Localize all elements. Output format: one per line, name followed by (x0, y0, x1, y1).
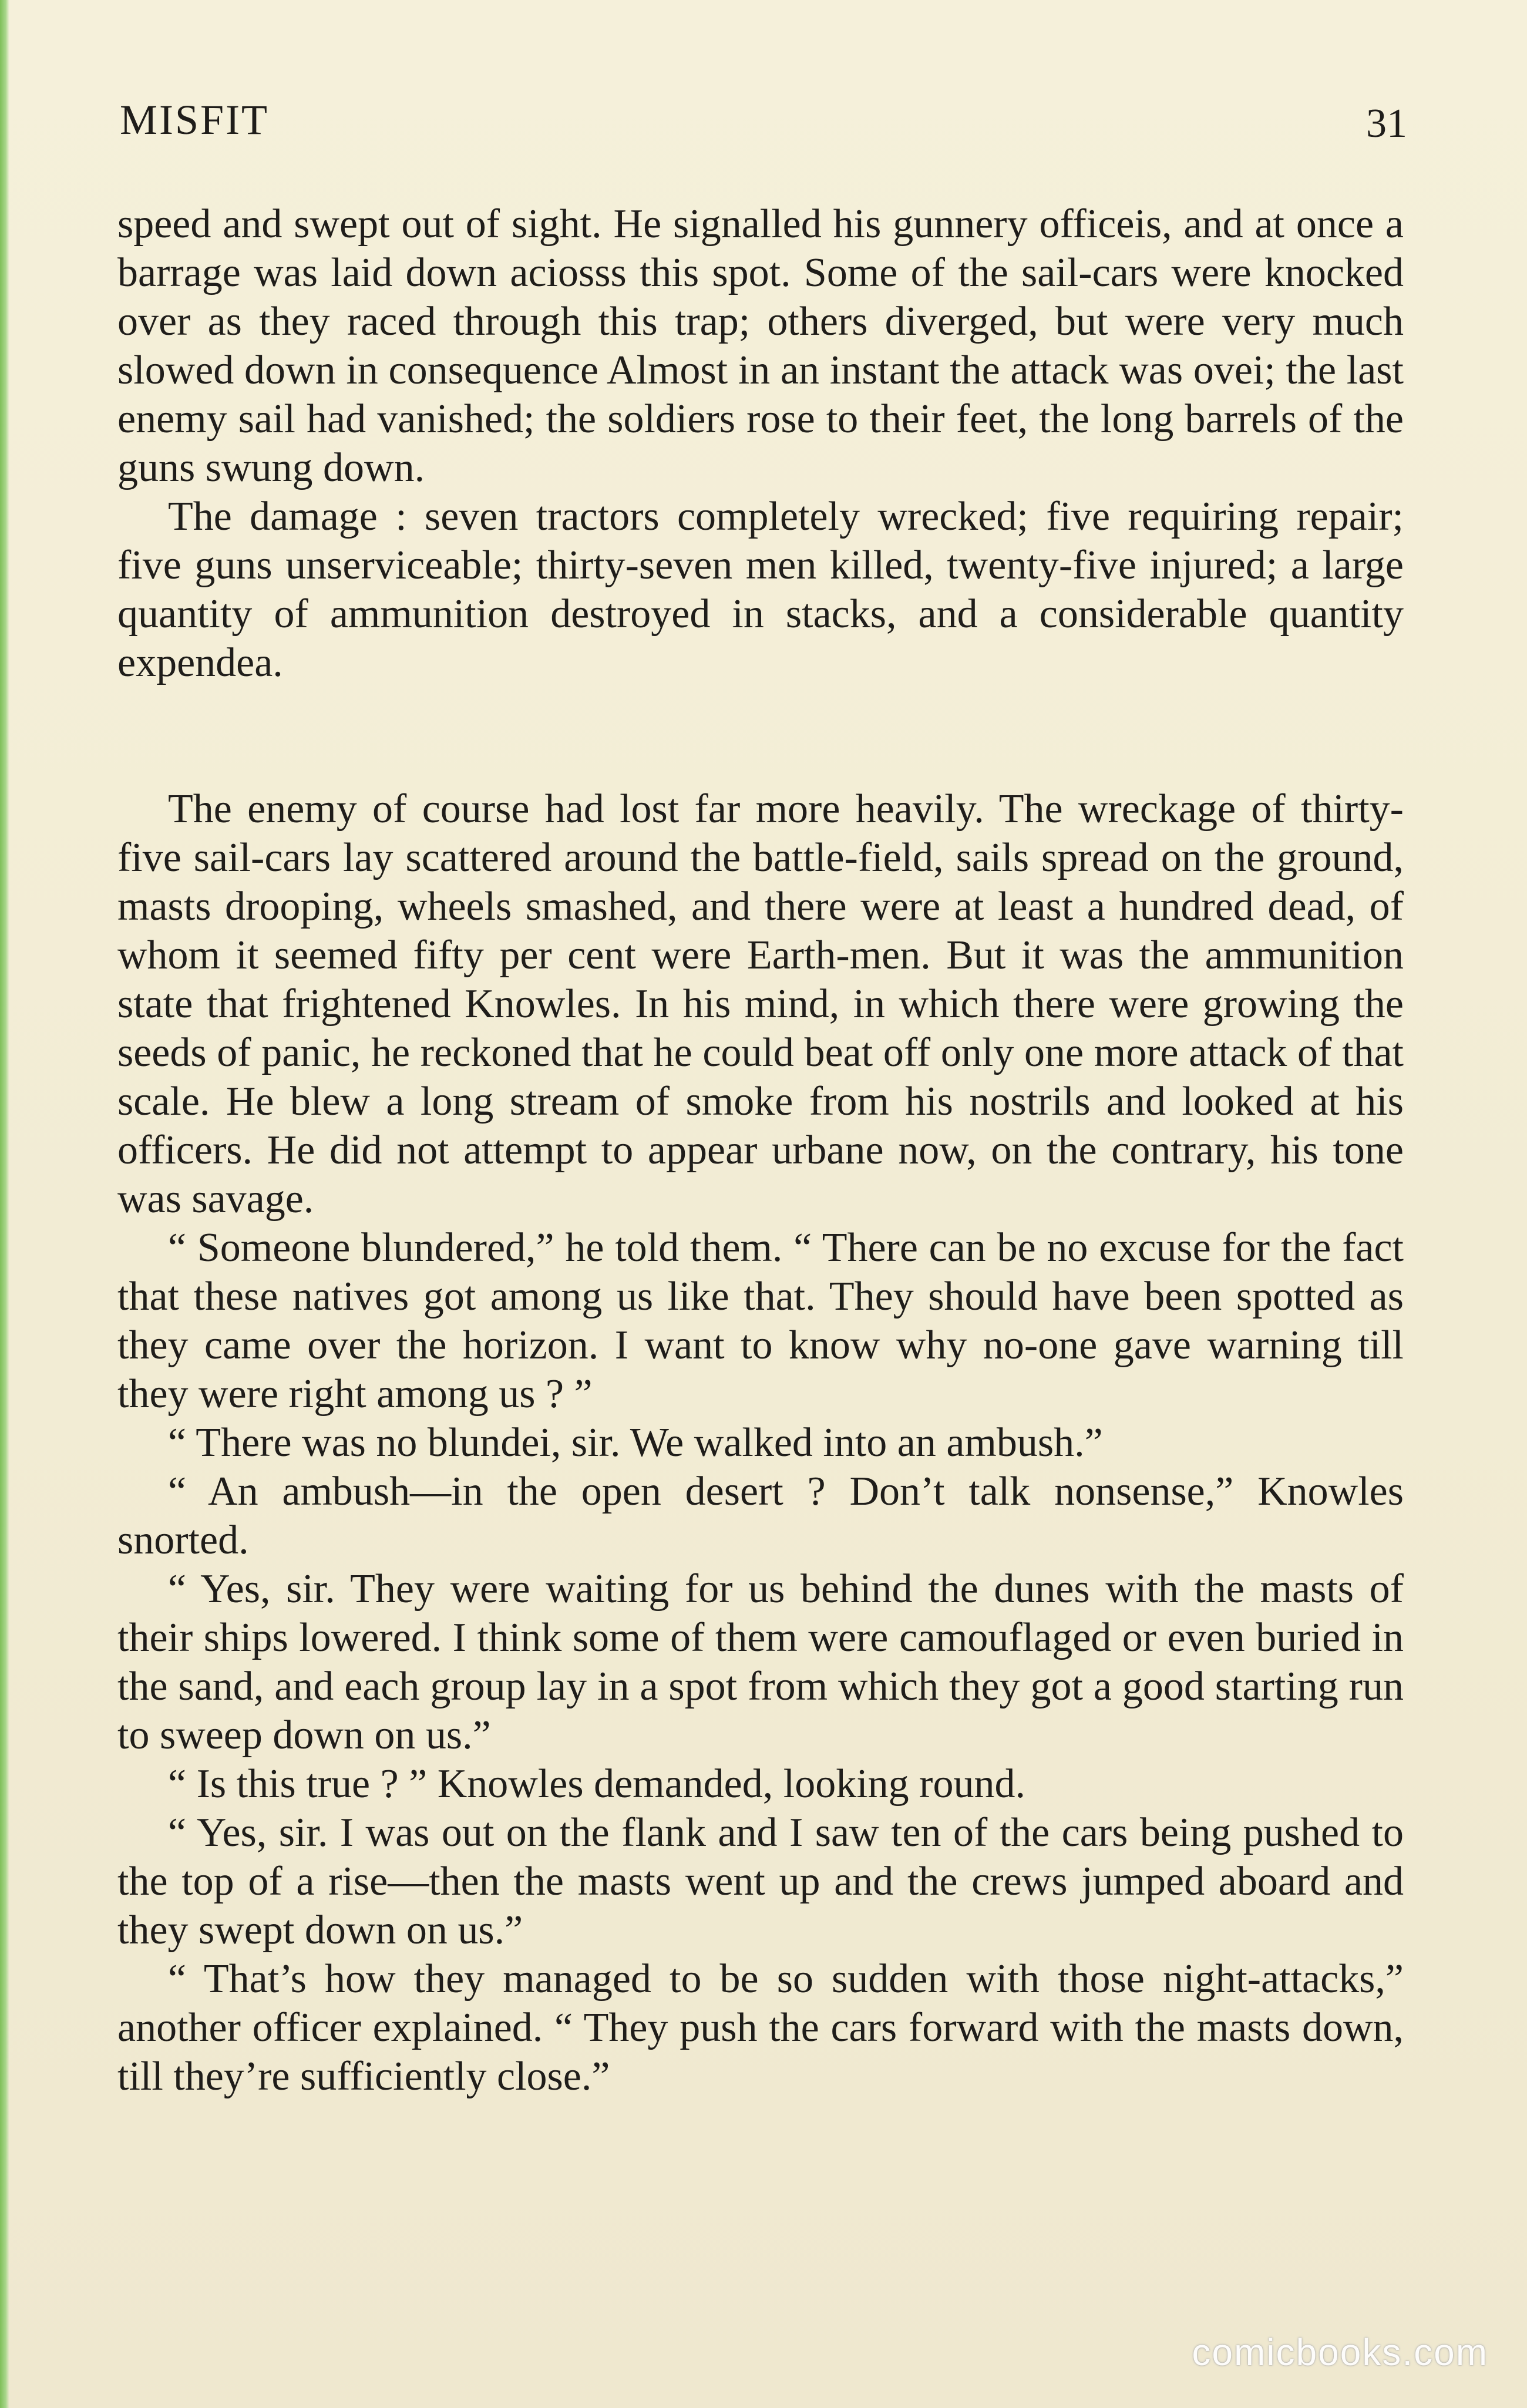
paragraph: The damage : seven tractors completely wrecked; five requiring repair; five guns unserviceable; thirty-seven men killed, twenty-five injured; a large quantity of ammunition destroyed in stacks, and a considerable quantity expendea. (117, 494, 1404, 685)
paragraph: “ That’s how they managed to be so sudden with those night-attacks,” another officer explained. “ They push the cars forward with the masts down, till they’re sufficiently close.” (117, 1956, 1404, 2099)
paragraph: speed and swept out of sight. He signalled his gunnery officeis, and at once a barrage was laid down aciosss this spot. Some of the sail-cars were knocked over as they raced through this trap; others diverged, but were very much slowed down in consequence Almost in an instant the attack was ovei; the last enemy sail had vanished; the soldiers rose to their feet, the long barrels of the guns swung down. (117, 201, 1404, 490)
paragraph: “ Is this true ? ” Knowles demanded, looking round. (168, 1761, 1025, 1807)
page-edge-stain (0, 0, 9, 2408)
paragraph: “ There was no blundei, sir. We walked into an ambush.” (168, 1420, 1103, 1465)
page-number: 31 (1366, 101, 1407, 146)
paragraph: “ Yes, sir. I was out on the flank and I saw ten of the cars being pushed to the top of a rise—then the masts went up and the crews jumped aboard and they swept down on us.” (117, 1810, 1404, 1953)
running-head: MISFIT (120, 96, 270, 143)
paragraph: “ Yes, sir. They were waiting for us behind the dunes with the masts of their ships lowered. I think some of them were camouflaged or even buried in the sand, and each group lay in a spot from which they got a good starting run to sweep down on us.” (117, 1566, 1404, 1758)
body-text (117, 200, 1404, 2101)
site-watermark: comicbooks.com (1192, 2331, 1488, 2373)
paragraph: The enemy of course had lost far more heavily. The wreckage of thirty-five sail-cars lay scattered around the battle-field, sails spread on the ground, masts drooping, wheels smashed, and there were at least a hundred dead, of whom it seemed fifty per cent were Earth-men. But it was the ammunition state that frightened Knowles. In his mind, in which there were growing the seeds of panic, he reckoned that he could beat off only one more attack of that scale. He blew a long stream of smoke from his nostrils and looked at his officers. He did not attempt to appear urbane now, on the contrary, his tone was savage. (117, 786, 1404, 1222)
section-break (117, 687, 1404, 785)
paragraph: “ An ambush—in the open desert ? Don’t talk nonsense,” Knowles snorted. (117, 1469, 1404, 1563)
paragraph: “ Someone blundered,” he told them. “ There can be no excuse for the fact that these natives got among us like that. They should have been spotted as they came over the horizon. I want to know why no-one gave warning till they were right among us ? ” (117, 1225, 1404, 1417)
